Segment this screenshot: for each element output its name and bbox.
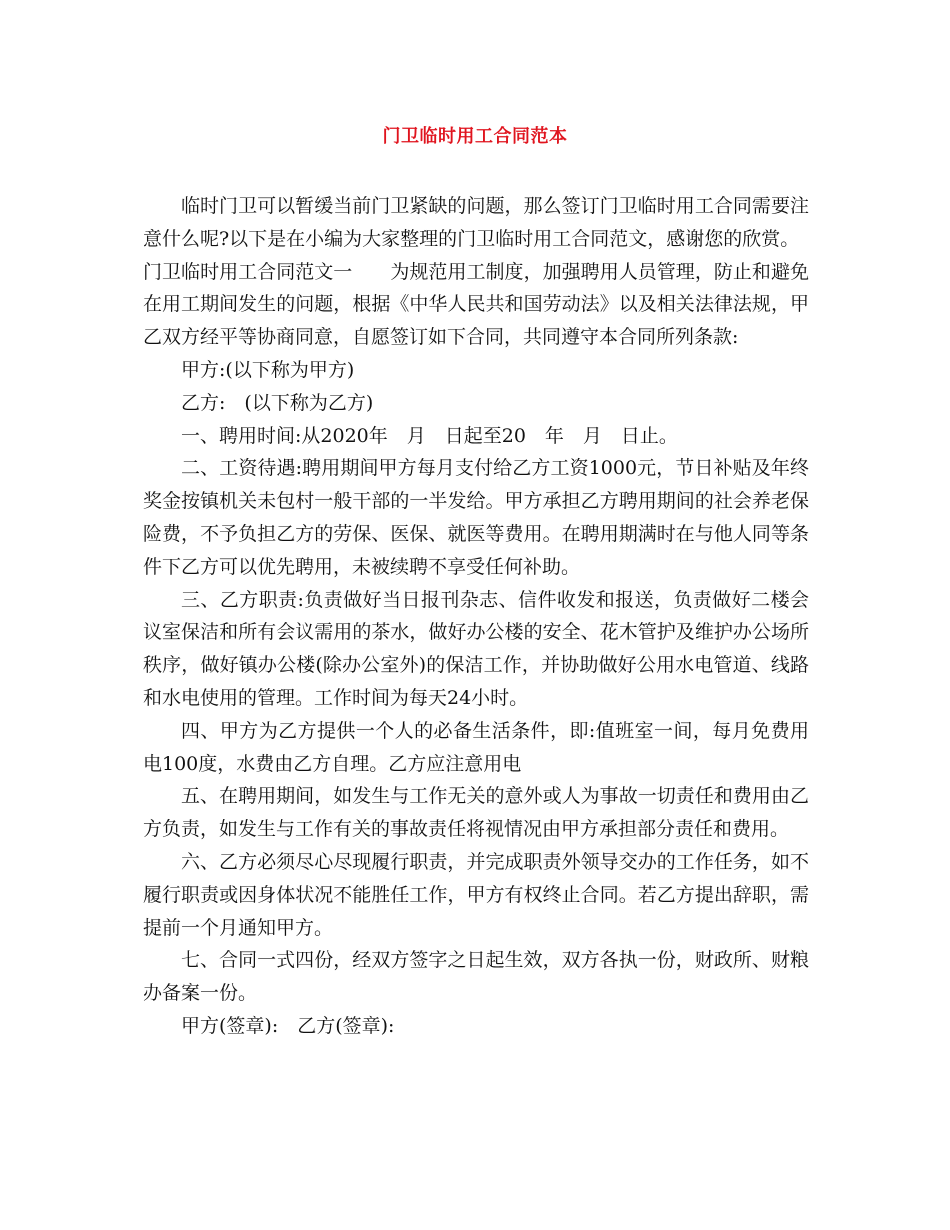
paragraph-clause-1: 一、聘用时间:从2020年 月 日起至20 年 月 日止。: [181, 424, 678, 447]
paragraph-party-a: 甲方:(以下称为甲方): [181, 358, 355, 381]
paragraph-clause-4: 四、甲方为乙方提供一个人的必备生活条件，即:值班室一间，每月免费用电100度，水费由乙方自理。乙方应注意用电: [143, 719, 809, 775]
paragraph-signatures: 甲方(签章): 乙方(签章):: [181, 1014, 395, 1037]
document-title: 门卫临时用工合同范本: [382, 126, 568, 147]
paragraph-clause-3: 三、乙方职责:负责做好当日报刊杂志、信件收发和报送，负责做好二楼会议室保洁和所有会议需用的茶水，做好办公楼的安全、花木管护及维护办公场所秩序，做好镇办公楼(除办公室外)的保洁工作，并协助做好公用水电管道、线路和水电使用的管理。工作时间为每天24小时。: [143, 588, 809, 709]
paragraph-clause-7: 七、合同一式四份，经双方签字之日起生效，双方各执一份，财政所、财粮办备案一份。: [143, 949, 809, 1005]
paragraph-clause-6: 六、乙方必须尽心尽现履行职责，并完成职责外领导交办的工作任务，如不履行职责或因身体状况不能胜任工作，甲方有权终止合同。若乙方提出辞职，需提前一个月通知甲方。: [143, 850, 809, 939]
paragraph-party-b: 乙方: (以下称为乙方): [181, 391, 374, 414]
document-body: [143, 190, 809, 1043]
paragraph-sample-one: 门卫临时用工合同范文一 为规范用工制度，加强聘用人员管理，防止和避免在用工期间发生的问题，根据《中华人民共和国劳动法》以及相关法律法规，甲乙双方经平等协商同意，自愿签订如下合同，共同遵守本合同所列条款:: [143, 260, 809, 349]
paragraph-intro: 临时门卫可以暂缓当前门卫紧缺的问题，那么签订门卫临时用工合同需要注意什么呢?以下是在小编为大家整理的门卫临时用工合同范文，感谢您的欣赏。: [143, 195, 809, 250]
paragraph-clause-5: 五、在聘用期间，如发生与工作无关的意外或人为事故一切责任和费用由乙方负责，如发生与工作有关的事故责任将视情况由甲方承担部分责任和费用。: [143, 785, 809, 841]
paragraph-clause-2: 二、工资待遇:聘用期间甲方每月支付给乙方工资1000元，节日补贴及年终奖金按镇机关未包村一般干部的一半发给。甲方承担乙方聘用期间的社会养老保险费，不予负担乙方的劳保、医保、就医等费用。在聘用期满时在与他人同等条件下乙方可以优先聘用，未被续聘不享受任何补助。: [143, 457, 809, 578]
